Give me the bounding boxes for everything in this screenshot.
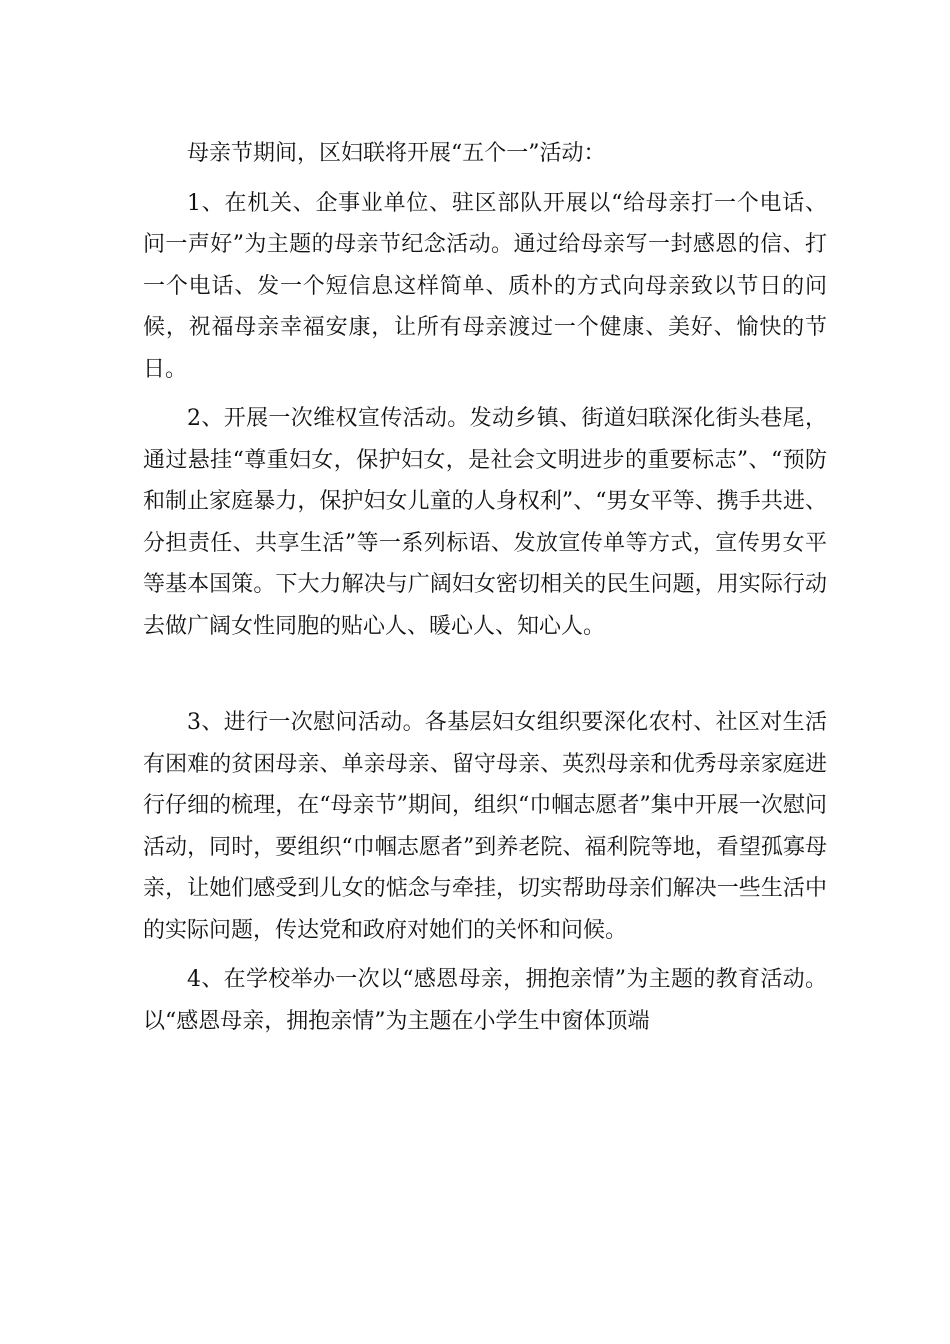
intro-paragraph: 母亲节期间，区妇联将开展“五个一”活动： (187, 141, 606, 166)
activity-paragraph-1: 1、在机关、企事业单位、驻区部队开展以“给母亲打一个电话、问一声好”为主题的母亲节纪念活动。通过给母亲写一封感恩的信、打一个电话、发一个短信息这样简单、质朴的方式向母亲致以节日的问候，祝福母亲幸福安康，让所有母亲渡过一个健康、美好、愉快的节日。 (143, 190, 827, 382)
activity-paragraph-2: 2、开展一次维权宣传活动。发动乡镇、街道妇联深化街头巷尾，通过悬挂“尊重妇女，保护妇女，是社会文明进步的重要标志”、“预防和制止家庭暴力，保护妇女儿童的人身权利”、“男女平等、携手共进、分担责任、共享生活”等一系列标语、发放宣传单等方式，宣传男女平等基本国策。下大力解决与广阔妇女密切相关的民生问题，用实际行动去做广阔女性同胞的贴心人、暖心人、知心人。 (143, 406, 827, 639)
activity-paragraph-4: 4、在学校举办一次以“感恩母亲，拥抱亲情”为主题的教育活动。以“感恩母亲，拥抱亲情”为主题在小学生中窗体顶端 (143, 967, 827, 1034)
document-body (143, 133, 827, 1050)
activity-paragraph-3: 3、进行一次慰问活动。各基层妇女组织要深化农村、社区对生活有困难的贫困母亲、单亲母亲、留守母亲、英烈母亲和优秀母亲家庭进行仔细的梳理，在“母亲节”期间，组织“巾帼志愿者”集中开展一次慰问活动，同时，要组织“巾帼志愿者”到养老院、福利院等地，看望孤寡母亲，让她们感受到儿女的惦念与牵挂，切实帮助母亲们解决一些生活中的实际问题，传达党和政府对她们的关怀和问候。 (143, 710, 827, 943)
